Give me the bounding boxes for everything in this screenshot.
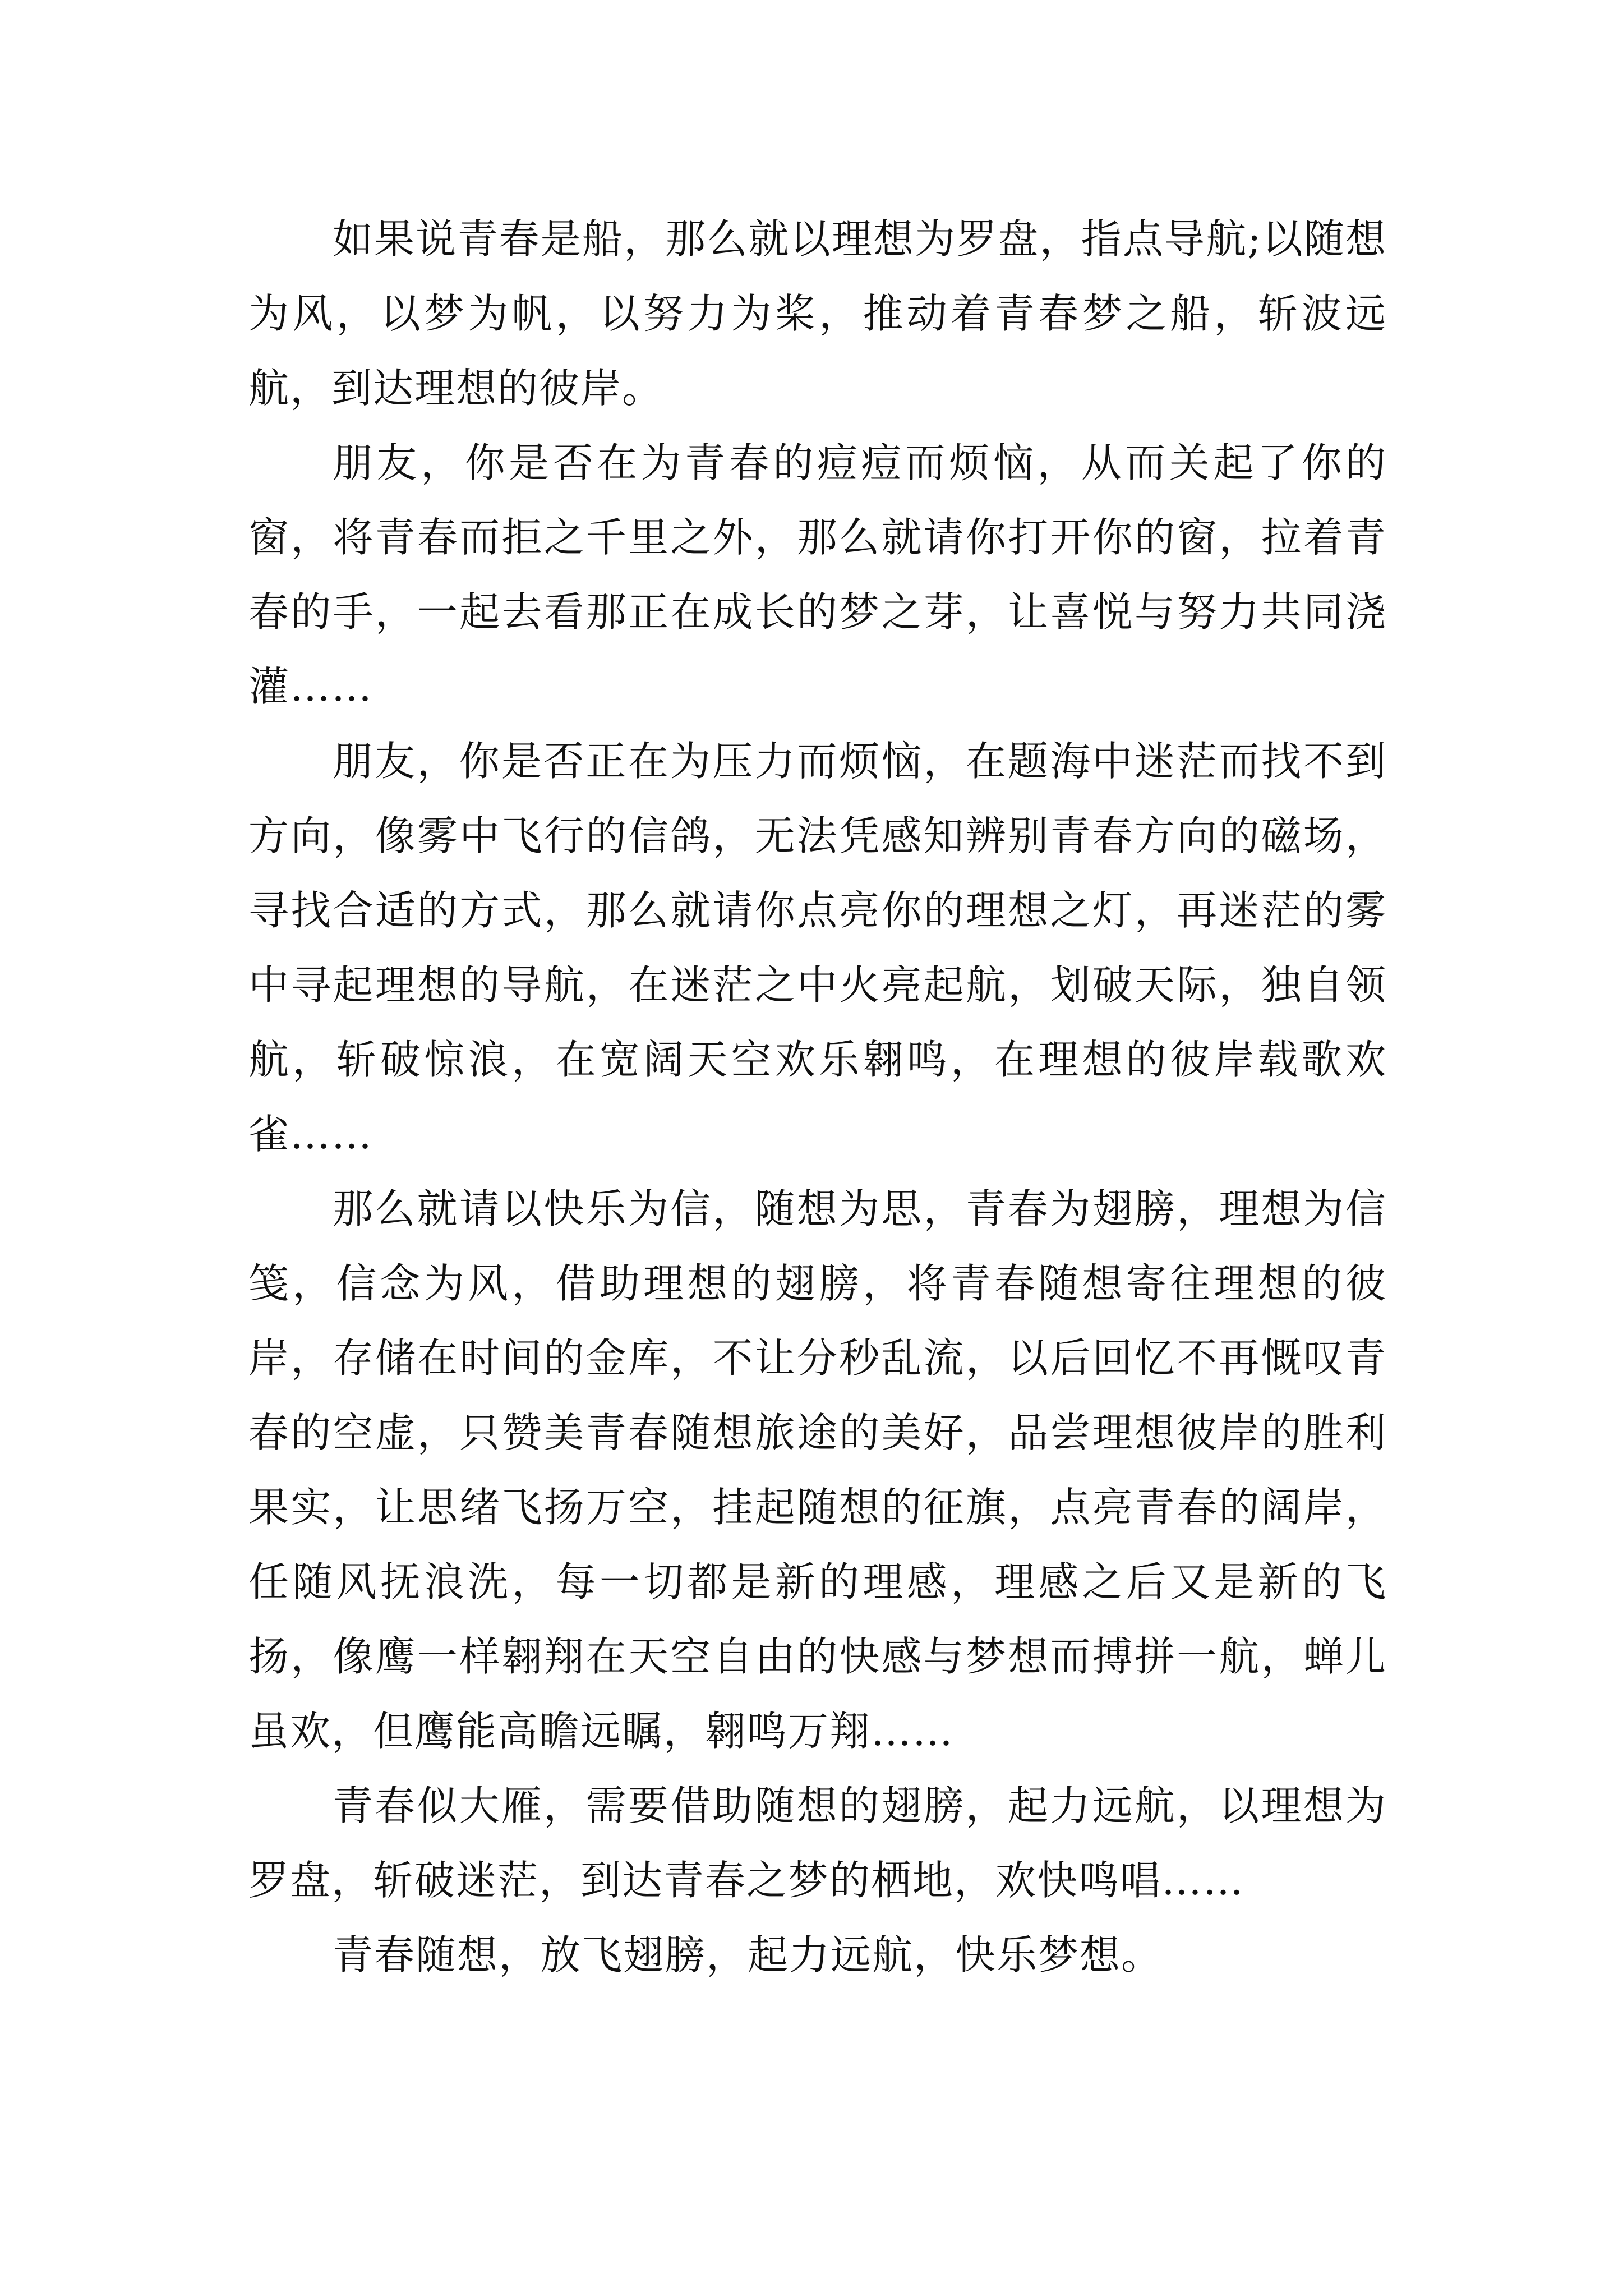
paragraph-6: 青春随想，放飞翅膀，起力远航，快乐梦想。 <box>333 1931 1163 1978</box>
essay-body <box>248 202 1387 1993</box>
paragraph-4: 那么就请以快乐为信，随想为思，青春为翅膀，理想为信笺，信念为风，借助理想的翅膀，将青春随想寄往理想的彼岸，存储在时间的金库，不让分秒乱流，以后回忆不再慨叹青春的空虚，只赞美青春随想旅途的美好，品尝理想彼岸的胜利果实，让思绪飞扬万空，挂起随想的征旗，点亮青春的阔岸，任随风抚浪洗，每一切都是新的理感，理感之后又是新的飞扬，像鹰一样翱翔在天空自由的快感与梦想而搏拼一航，蝉儿虽欢，但鹰能高瞻远瞩，翱鸣万翔…… <box>248 1185 1387 1755</box>
paragraph-1: 如果说青春是船，那么就以理想为罗盘，指点导航;以随想为风，以梦为帆，以努力为桨，推动着青春梦之船，斩波远航，到达理想的彼岸。 <box>248 215 1387 412</box>
paragraph-5: 青春似大雁，需要借助随想的翅膀，起力远航，以理想为罗盘，斩破迷茫，到达青春之梦的栖地，欢快鸣唱…… <box>248 1782 1387 1904</box>
paragraph-2: 朋友，你是否在为青春的痘痘而烦恼，从而关起了你的窗，将青春而拒之千里之外，那么就请你打开你的窗，拉着青春的手，一起去看那正在成长的梦之芽，让喜悦与努力共同浇灌…… <box>248 439 1387 710</box>
paragraph-3: 朋友，你是否正在为压力而烦恼，在题海中迷茫而找不到方向，像雾中飞行的信鸽，无法凭感知辨别青春方向的磁场，寻找合适的方式，那么就请你点亮你的理想之灯，再迷茫的雾中寻起理想的导航，在迷茫之中火亮起航，划破天际，独自领航，斩破惊浪，在宽阔天空欢乐翱鸣，在理想的彼岸载歌欢雀…… <box>248 738 1387 1158</box>
